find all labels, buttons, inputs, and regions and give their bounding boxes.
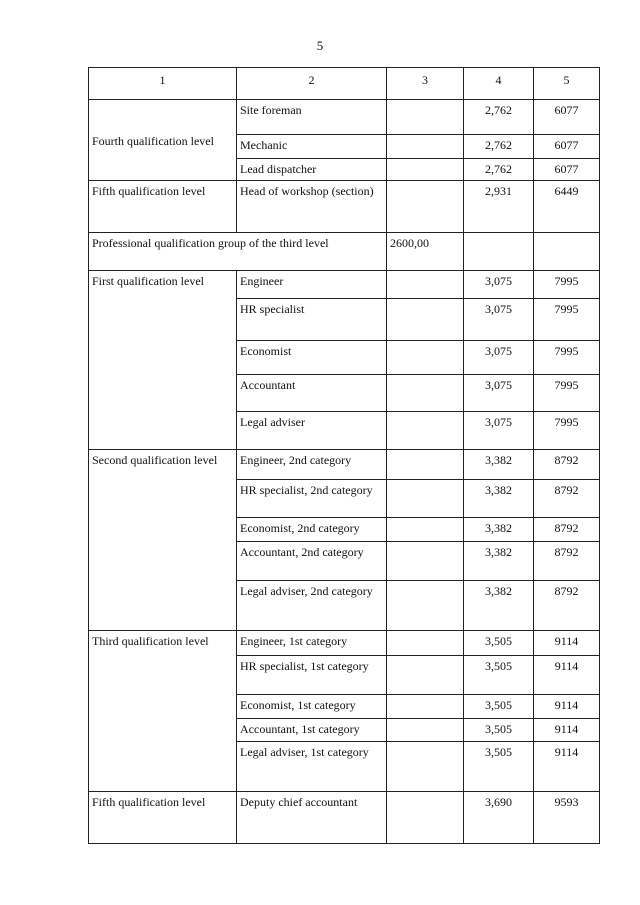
coefficient-cell [464,233,534,271]
position-cell: Engineer, 2nd category [237,450,387,480]
salary-cell [387,631,464,656]
position-cell: Mechanic [237,135,387,159]
salary-cell [387,412,464,450]
group-row [89,233,600,271]
level-cell: Fourth qualification level [89,100,237,181]
pay-cell: 6077 [534,135,600,159]
pay-cell: 6449 [534,181,600,233]
position-cell: Legal adviser, 2nd category [237,581,387,631]
salary-cell [387,742,464,792]
group-salary-cell: 2600,00 [387,233,464,271]
position-cell: Engineer [237,271,387,299]
salary-cell [387,695,464,719]
pay-cell: 6077 [534,159,600,181]
pay-cell: 8792 [534,450,600,480]
coefficient-cell: 2,931 [464,181,534,233]
coefficient-cell: 3,505 [464,695,534,719]
position-cell: Legal adviser, 1st category [237,742,387,792]
level-cell: Fifth qualification level [89,792,237,844]
position-cell: Engineer, 1st category [237,631,387,656]
pay-cell: 7995 [534,341,600,375]
position-cell: Accountant, 1st category [237,719,387,742]
salary-cell [387,271,464,299]
table-row [89,271,600,299]
position-cell: HR specialist [237,299,387,341]
coefficient-cell: 3,382 [464,542,534,581]
pay-cell: 7995 [534,271,600,299]
header-cell: 1 [89,68,237,100]
salary-cell [387,518,464,542]
position-cell: Accountant [237,375,387,412]
pay-cell: 9593 [534,792,600,844]
coefficient-cell: 3,690 [464,792,534,844]
position-cell: Lead dispatcher [237,159,387,181]
pay-cell [534,233,600,271]
table-row [89,631,600,656]
position-cell: Economist, 1st category [237,695,387,719]
pay-cell: 9114 [534,631,600,656]
table-row [89,181,600,233]
salary-cell [387,341,464,375]
level-cell: Second qualification level [89,450,237,631]
position-cell: Economist, 2nd category [237,518,387,542]
coefficient-cell: 3,505 [464,656,534,695]
coefficient-cell: 3,505 [464,742,534,792]
pay-cell: 9114 [534,742,600,792]
pay-cell: 7995 [534,375,600,412]
pay-cell: 7995 [534,412,600,450]
salary-cell [387,181,464,233]
salary-cell [387,719,464,742]
coefficient-cell: 3,075 [464,299,534,341]
coefficient-cell: 3,075 [464,375,534,412]
coefficient-cell: 3,382 [464,480,534,518]
salary-cell [387,581,464,631]
pay-cell: 9114 [534,656,600,695]
salary-cell [387,375,464,412]
coefficient-cell: 2,762 [464,135,534,159]
salary-cell [387,159,464,181]
level-cell: Fifth qualification level [89,181,237,233]
salary-cell [387,135,464,159]
coefficient-cell: 3,505 [464,631,534,656]
pay-cell: 9114 [534,719,600,742]
position-cell: Accountant, 2nd category [237,542,387,581]
position-cell: HR specialist, 1st category [237,656,387,695]
salary-cell [387,100,464,135]
header-cell: 4 [464,68,534,100]
position-cell: Head of workshop (section) [237,181,387,233]
pay-cell: 6077 [534,100,600,135]
salary-cell [387,299,464,341]
salary-cell [387,542,464,581]
table-row [89,792,600,844]
pay-cell: 8792 [534,480,600,518]
coefficient-cell: 3,075 [464,341,534,375]
pay-cell: 8792 [534,518,600,542]
page-number: 5 [316,38,324,53]
salary-cell [387,450,464,480]
table-row [89,100,600,135]
table-row [89,450,600,480]
position-cell: Site foreman [237,100,387,135]
level-cell: Third qualification level [89,631,237,792]
pay-cell: 7995 [534,299,600,341]
header-cell: 2 [237,68,387,100]
pay-cell: 8792 [534,581,600,631]
level-cell: First qualification level [89,271,237,450]
position-cell: Economist [237,341,387,375]
coefficient-cell: 3,382 [464,518,534,542]
position-cell: Legal adviser [237,412,387,450]
table-header-row [89,68,600,100]
coefficient-cell: 3,505 [464,719,534,742]
coefficient-cell: 2,762 [464,159,534,181]
coefficient-cell: 2,762 [464,100,534,135]
salary-cell [387,792,464,844]
pay-cell: 9114 [534,695,600,719]
salary-cell [387,480,464,518]
position-cell: HR specialist, 2nd category [237,480,387,518]
pay-cell: 8792 [534,542,600,581]
coefficient-cell: 3,075 [464,412,534,450]
group-name-cell: Professional qualification group of the third level [89,233,387,271]
salary-table [88,67,600,844]
coefficient-cell: 3,382 [464,581,534,631]
salary-cell [387,656,464,695]
coefficient-cell: 3,075 [464,271,534,299]
coefficient-cell: 3,382 [464,450,534,480]
position-cell: Deputy chief accountant [237,792,387,844]
header-cell: 3 [387,68,464,100]
header-cell: 5 [534,68,600,100]
